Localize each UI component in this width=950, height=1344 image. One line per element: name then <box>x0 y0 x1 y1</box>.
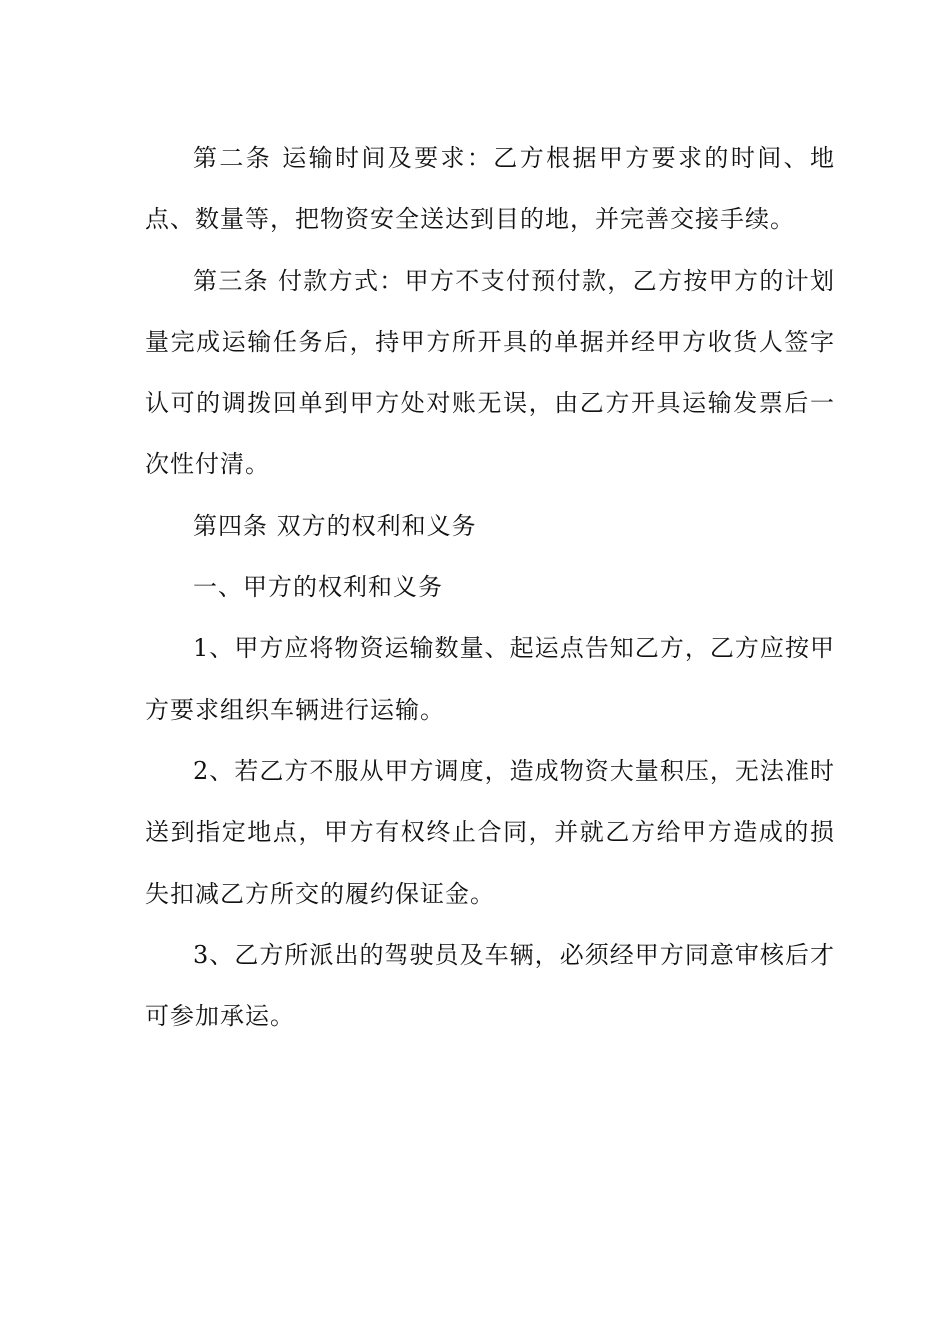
item-1-paragraph: 1、甲方应将物资运输数量、起运点告知乙方，乙方应按甲方要求组织车辆进行运输。 <box>145 634 835 724</box>
article-2-paragraph: 第二条 运输时间及要求：乙方根据甲方要求的时间、地点、数量等，把物资安全送达到目的地，并完善交接手续。 <box>145 144 835 234</box>
document-body <box>145 128 835 1047</box>
article-4-heading: 第四条 双方的权利和义务 <box>193 511 477 540</box>
item-3-paragraph: 3、乙方所派出的驾驶员及车辆，必须经甲方同意审核后才可参加承运。 <box>145 940 835 1031</box>
item-2-paragraph: 2、若乙方不服从甲方调度，造成物资大量积压，无法准时送到指定地点，甲方有权终止合同，并就乙方给甲方造成的损失扣减乙方所交的履约保证金。 <box>145 756 835 908</box>
article-3-paragraph: 第三条 付款方式：甲方不支付预付款，乙方按甲方的计划量完成运输任务后，持甲方所开具的单据并经甲方收货人签字认可的调拨回单到甲方处对账无误，由乙方开具运输发票后一次性付清。 <box>145 266 835 479</box>
section-1-heading: 一、甲方的权利和义务 <box>193 573 443 602</box>
